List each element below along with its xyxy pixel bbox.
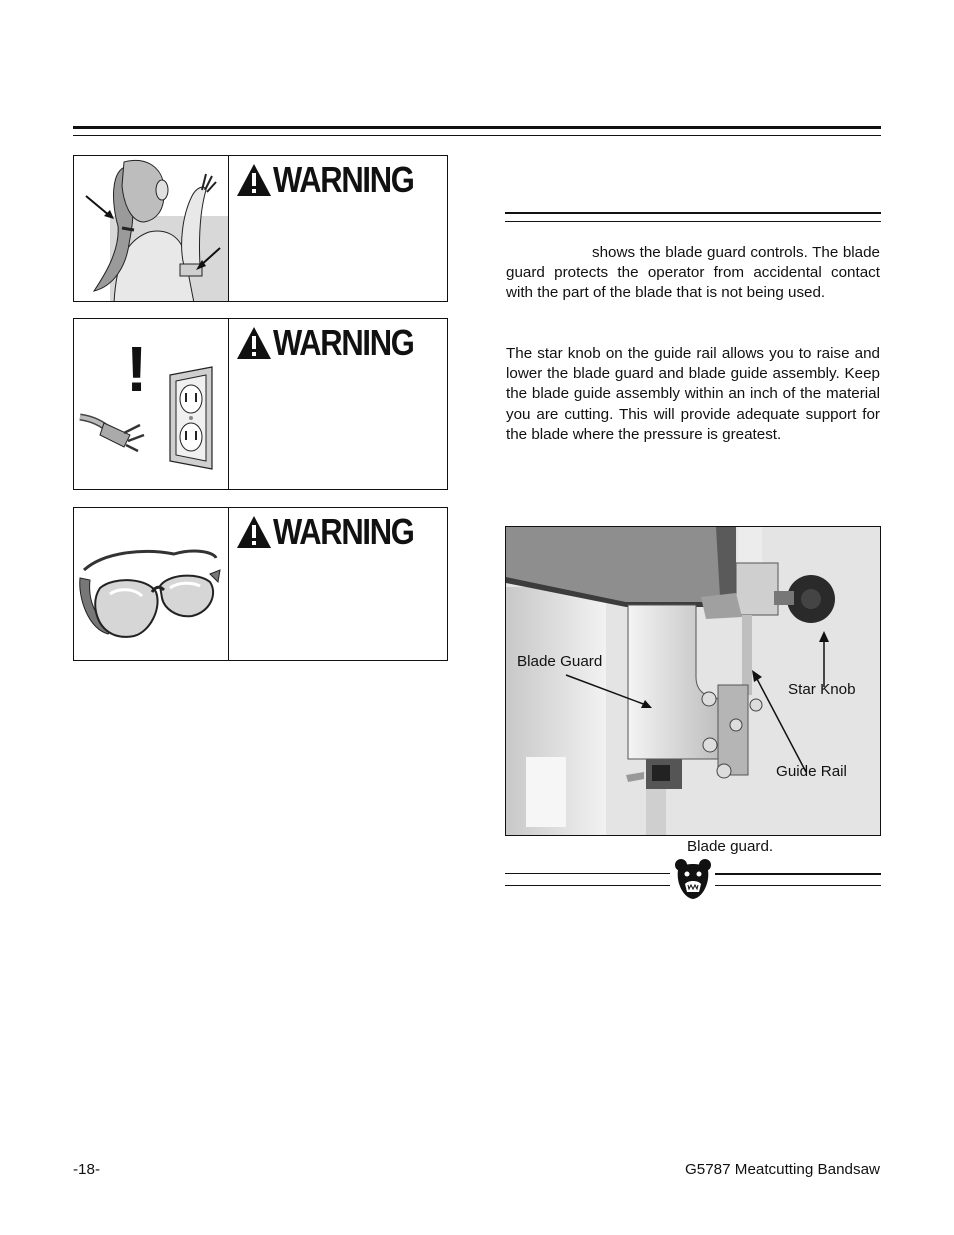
warning-title: WARNING	[236, 325, 437, 361]
long-hair-loose-clothing-icon	[74, 156, 229, 301]
page-number: -18-	[73, 1161, 101, 1178]
warning-title: WARNING	[236, 162, 437, 198]
callout-guide-rail: Guide Rail	[776, 763, 847, 780]
warning-box-glasses	[73, 507, 448, 661]
unplug-power-icon	[74, 319, 229, 489]
end-rule	[715, 873, 881, 875]
section-rule-thick	[505, 212, 881, 214]
callout-blade-guard: Blade Guard	[517, 653, 603, 670]
product-name: G5787 Meatcutting Bandsaw	[684, 1161, 880, 1178]
callout-star-knob: Star Knob	[788, 681, 856, 698]
end-rule	[505, 885, 670, 886]
svg-text:!: !	[126, 333, 148, 405]
warning-box-power	[73, 318, 448, 490]
warning-box-hair	[73, 155, 448, 302]
warning-title: WARNING	[236, 514, 437, 550]
warning-triangle-icon	[236, 515, 272, 549]
header-rule-thick	[73, 126, 881, 129]
section-rule-thin	[505, 221, 881, 222]
end-rule	[505, 873, 670, 874]
end-rule	[715, 885, 881, 886]
paragraph-blade-guard-intro: shows the blade guard controls. The blade guard protects the operator from accidental contact with the part of the blade that is not being used.	[506, 244, 880, 302]
header-rule-thin	[73, 135, 881, 136]
warning-triangle-icon	[236, 326, 272, 360]
safety-glasses-icon	[74, 508, 229, 660]
figure-caption: Blade guard.	[687, 838, 774, 855]
warning-triangle-icon	[236, 163, 272, 197]
blade-guard-photo	[505, 526, 881, 836]
bear-logo-icon	[674, 858, 712, 900]
paragraph-star-knob: The star knob on the guide rail allows you to raise and lower the blade guard and blade guide assembly. Keep the blade guide assembly within an inch of the material you are cutting. This will provide adequate support for the blade where the pressure is greatest.	[506, 345, 880, 443]
